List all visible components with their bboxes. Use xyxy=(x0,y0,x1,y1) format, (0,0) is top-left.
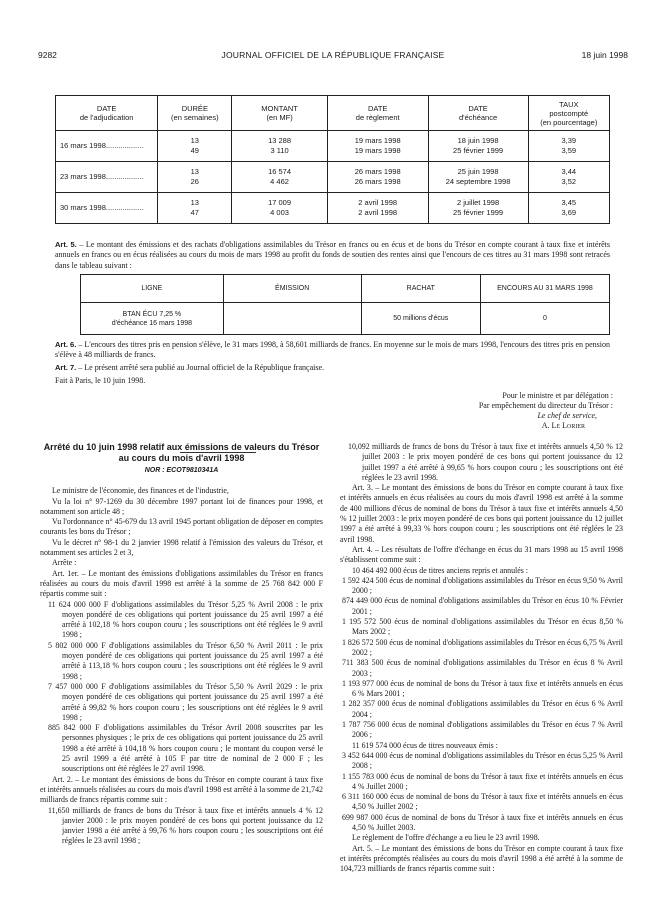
cell-line: 3,44 xyxy=(561,167,577,176)
col-header: MONTANT (en MF) xyxy=(232,96,327,131)
cell-values xyxy=(528,131,609,162)
article-6-paragraph xyxy=(55,340,610,361)
cell-values xyxy=(528,162,609,193)
cell-values xyxy=(327,193,428,224)
cell-date-adjudication: 23 mars 1998.................. xyxy=(56,162,158,193)
col-header: DURÉE (en semaines) xyxy=(158,96,232,131)
cell-line: 26 xyxy=(190,177,199,186)
page-header xyxy=(38,50,628,64)
cell-values xyxy=(232,162,327,193)
paragraph: 1 155 783 000 écus de nominal de bons du Trésor à taux fixe et intérêts annuels en écus 4 % Juillet 2000 ; xyxy=(342,771,623,791)
cell-line: 2 avril 1998 xyxy=(358,208,398,217)
right-column-body xyxy=(340,442,623,874)
arrete-title: Arrêté du 10 juin 1998 relatif aux émissions de valeurs du Trésor au cours du mois d'avril 1998 xyxy=(43,442,320,463)
col-header: DATE de l'adjudication xyxy=(56,96,158,131)
paragraph: 699 987 000 écus de nominal de bons du Trésor à taux fixe et intérêts annuels en écus 4,50 % Juillet 2003. xyxy=(342,812,623,832)
cell-line: 47 xyxy=(190,208,199,217)
cell-values xyxy=(327,131,428,162)
paragraph: 11,650 milliards de francs de bons du Trésor à taux fixe et intérêts annuels 4 % 12 janvier 2000 : le prix moyen pondéré de ces bons qui portent jouissance du 12 janvier 1998 a été arrêté à 99,76 % hors coupon couru ; les souscriptions ont été réglées le 23 avril 1998 ; xyxy=(48,805,323,846)
cell-line: 18 juin 1998 xyxy=(457,136,499,145)
cell-line: 3,39 xyxy=(561,136,577,145)
paragraph: 1 826 572 500 écus de nominal d'obligations assimilables du Trésor en écus 6,75 % Avril 2002 ; xyxy=(342,637,623,657)
nor-reference: NOR : ECOT9810341A xyxy=(144,467,219,474)
cell-line: 3,52 xyxy=(561,177,577,186)
cell-line: 13 288 xyxy=(268,136,292,145)
cell-line: 3,69 xyxy=(561,208,577,217)
cell-values xyxy=(232,193,327,224)
paragraph: 711 383 500 écus de nominal d'obligations assimilables du Trésor en écus 8 % Avril 2003 ; xyxy=(342,658,623,678)
right-column xyxy=(340,442,623,874)
table-row xyxy=(81,303,610,335)
col-header: ENCOURS AU 31 MARS 1998 xyxy=(480,275,609,303)
adjudication-table xyxy=(55,95,610,224)
col-header: DATE d'échéance xyxy=(428,96,528,131)
cell-line: 25 février 1999 xyxy=(453,146,504,155)
cell-line: 26 mars 1998 xyxy=(354,177,401,186)
cell-line: 19 mars 1998 xyxy=(354,136,401,145)
cell-line: 25 février 1999 xyxy=(453,208,504,217)
article-5-paragraph xyxy=(55,240,610,271)
cell-values xyxy=(428,131,528,162)
cell-line: 2 avril 1998 xyxy=(358,198,398,207)
cell-values xyxy=(158,193,232,224)
paragraph: 885 842 000 F d'obligations assimilables du Trésor Avril 2008 souscrites par les personnes physiques ; le prix de ces obligations qui portent jouissance du 25 avril 1998 a été arrêté à 104,18 % hors coupon couru ; le montant du coupon versé le 25 avril 1999 a été arrêté à 105 F par titre de nominal de 2 000 F ; les souscriptions ont été réglées le 27 avril 1998. xyxy=(48,723,323,774)
table-row xyxy=(56,131,610,162)
cell-values xyxy=(528,193,609,224)
paragraph: Le ministre de l'économie, des finances et de l'industrie, xyxy=(52,486,229,496)
cell-line: 49 xyxy=(190,146,199,155)
fund-table xyxy=(80,274,610,335)
cell-emission xyxy=(223,303,361,335)
col-header: DATE de règlement xyxy=(327,96,428,131)
cell-line: 26 mars 1998 xyxy=(354,167,401,176)
paragraph: 1 592 424 500 écus de nominal d'obligations assimilables du Trésor en écus 9,50 % Avril 2000 ; xyxy=(342,575,623,596)
journal-title: JOURNAL OFFICIEL DE LA RÉPUBLIQUE FRANÇAISE xyxy=(221,50,445,60)
cell-values xyxy=(158,131,232,162)
signature-name: A. Le Lorier xyxy=(541,421,585,430)
cell-rachat: 50 millions d'écus xyxy=(361,303,480,335)
paragraph: 10 464 492 000 écus de titres anciens repris et annulés : xyxy=(352,565,528,575)
paragraph: Arrête : xyxy=(52,558,77,568)
paragraph: 1 193 977 000 écus de nominal de bons du Trésor à taux fixe et intérêts annuels en écus 6 % Mars 2001 ; xyxy=(342,678,623,699)
cell-line: 17 009 xyxy=(268,198,292,207)
paragraph: 11 624 000 000 F d'obligations assimilables du Trésor 5,25 % Avril 2008 : le prix moyen pondéré de ces obligations qui portent jouissance du 25 avril 1997 a été arrêté à 102,18 % hors coupon couru ; les souscriptions ont été réglées le 9 avril 1998 ; xyxy=(48,599,323,640)
cell-values xyxy=(232,131,327,162)
col-header: ÉMISSION xyxy=(223,275,361,303)
cell-values xyxy=(327,162,428,193)
page-number: 9282 xyxy=(38,50,57,60)
left-column xyxy=(40,442,323,847)
header-date: 18 juin 1998 xyxy=(581,50,628,60)
cell-encours: 0 xyxy=(480,303,609,335)
cell-line: 3,59 xyxy=(561,146,577,155)
paragraph: Le règlement de l'offre d'échange a eu lieu le 23 avril 1998. xyxy=(352,833,540,843)
table-header-row xyxy=(81,275,610,303)
paragraph: 1 195 572 500 écus de nominal d'obligations assimilables du Trésor en écus 8,50 % Mars 2002 ; xyxy=(342,617,623,637)
signature-line-1: Pour le ministre et par délégation : xyxy=(502,391,613,400)
article-7-paragraph xyxy=(55,363,610,373)
paragraph: Art. 1er. – Le montant des émissions d'obligations assimilables du Trésor en francs réalisées au cours du mois d'avril 1998 est arrêté à la somme de 25 768 842 000 F répartis comme suit : xyxy=(40,568,323,599)
cell-date-adjudication: 30 mars 1998.................. xyxy=(56,193,158,224)
col-header: TAUX postcompté (en pourcentage) xyxy=(528,96,609,131)
signature-line-3: Le chef de service, xyxy=(537,411,597,420)
paragraph: Vu le décret n° 98-1 du 2 janvier 1998 relatif à l'émission des valeurs du Trésor, et notamment ses articles 2 et 3, xyxy=(40,537,323,558)
cell-values xyxy=(428,193,528,224)
article-text: – Le présent arrêté sera publié au Journal officiel de la République française. xyxy=(76,363,325,372)
paragraph: Art. 2. – Le montant des émissions de bons du Trésor en compte courant à taux fixe et intérêts annuels réalisées au cours du mois d'avril 1998 est arrêté à la somme de 21,742 milliards de francs répartis comme suit : xyxy=(40,774,323,805)
cell-line: 13 xyxy=(190,198,199,207)
fait-line: Fait à Paris, le 10 juin 1998. xyxy=(55,376,146,385)
cell-ligne: BTAN ÉCU 7,25 % d'échéance 16 mars 1998 xyxy=(81,303,224,335)
cell-values xyxy=(428,162,528,193)
cell-line: 24 septembre 1998 xyxy=(445,177,511,186)
left-column-body xyxy=(40,486,323,846)
article-text: – L'encours des titres pris en pension s'élève, le 31 mars 1998, à 58,601 milliards de francs. En moyenne sur le mois de mars 1998, l'encours des titres pris en pension s'élève à 48 milliards de francs. xyxy=(55,340,610,360)
article-label: Art. 5. xyxy=(55,240,77,249)
paragraph: Vu l'ordonnance n° 45-679 du 13 avril 1945 portant obligation de déposer en comptes courants les bons du Trésor ; xyxy=(40,517,323,537)
table-row xyxy=(56,193,610,224)
cell-date-adjudication: 16 mars 1998.................. xyxy=(56,131,158,162)
cell-line: 19 mars 1998 xyxy=(354,146,401,155)
paragraph: Art. 3. – Le montant des émissions de bons du Trésor en compte courant à taux fixe et intérêts annuels en écus réalisées au cours du mois d'avril 1998 est arrêté à la somme de 400 millions d'écus de nominal de bons du Trésor à taux fixe et intérêts annuels 4,50 % 12 juillet 2003 : le prix moyen pondéré de ces bons qui portent jouissance du 12 juillet 1997 a été arrêté à 99,33 % hors coupon couru ; les souscriptions ont été réglées le 23 avril 1998. xyxy=(340,483,623,544)
paragraph: 874 449 000 écus de nominal d'obligations assimilables du Trésor en écus 10 % Février 2001 ; xyxy=(342,596,623,616)
paragraph: 7 457 000 000 F d'obligations assimilables du Trésor 5,50 % Avril 2029 : le prix moyen pondéré de ces obligations qui portent jouissance du 25 avril 1997 a été arrêté à 99,82 % hors coupon couru ; les souscriptions ont été réglées le 9 avril 1998 ; xyxy=(48,681,323,722)
paragraph: 6 311 160 000 écus de nominal de bons du Trésor à taux fixe et intérêts annuels en écus 4,50 % Juillet 2002 ; xyxy=(342,792,623,812)
cell-line: 13 xyxy=(190,136,199,145)
paragraph: 11 619 574 000 écus de titres nouveaux émis : xyxy=(352,740,498,750)
cell-line: 3,45 xyxy=(561,198,577,207)
cell-line: 2 juillet 1998 xyxy=(457,198,500,207)
col-header: RACHAT xyxy=(361,275,480,303)
cell-line: 4 003 xyxy=(270,208,289,217)
paragraph: Art. 5. – Le montant des émissions de bons du Trésor en compte courant à taux fixe et intérêts précomptés réalisées au cours du mois d'avril 1998 a été arrêté à la somme de 104,723 milliards de francs répartis comme suit : xyxy=(340,843,623,874)
table-row xyxy=(56,162,610,193)
paragraph: Vu la loi n° 97-1269 du 30 décembre 1997 portant loi de finances pour 1998, et notamment son article 48 ; xyxy=(40,496,323,516)
table-header-row xyxy=(56,96,610,131)
paragraph: 10,092 milliards de francs de bons du Trésor à taux fixe et intérêts annuels 4,50 % 12 juillet 2003 : le prix moyen pondéré de ces bons qui portent jouissance du 12 juillet 1997 a été arrêté à 99,65 % hors coupon couru ; les souscriptions ont été réglées le 23 avril 1998. xyxy=(348,442,623,482)
cell-line: 3 110 xyxy=(270,146,289,155)
title-separator xyxy=(180,452,256,453)
paragraph: Art. 4. – Les résultats de l'offre d'échange en écus du 31 mars 1998 au 15 avril 1998 s'établissent comme suit : xyxy=(340,544,623,565)
article-text: – Le montant des émissions et des rachats d'obligations assimilables du Trésor en francs ou en écus et de bons du Trésor en compte courant à taux fixe et intérêts annuels en francs ou en écus réalisées au cours du mois de mars 1998 au profit du fonds de soutien des rentes ainsi que l'encours de ces titres au 31 mars 1998 sont retracés dans le tableau suivant : xyxy=(55,240,610,270)
cell-line: 4 462 xyxy=(270,177,289,186)
paragraph: 1 787 756 000 écus de nominal d'obligations assimilables du Trésor en écus 7 % Avril 2006 ; xyxy=(342,720,623,740)
paragraph: 1 282 357 000 écus de nominal d'obligations assimilables du Trésor en écus 6 % Avril 2004 ; xyxy=(342,699,623,719)
cell-line: 16 574 xyxy=(268,167,292,176)
paragraph: 3 452 644 000 écus de nominal d'obligations assimilables du Trésor en écus 5,25 % Avril 2008 ; xyxy=(342,750,623,771)
article-label: Art. 7. xyxy=(55,363,77,372)
cell-line: 25 juin 1998 xyxy=(457,167,499,176)
article-label: Art. 6. xyxy=(55,340,77,349)
cell-values xyxy=(158,162,232,193)
signature-line-2: Par empêchement du directeur du Trésor : xyxy=(478,401,613,410)
cell-line: 13 xyxy=(190,167,199,176)
paragraph: 5 802 000 000 F d'obligations assimilables du Trésor 6,50 % Avril 2011 : le prix moyen pondéré de ces obligations qui portent jouissance du 25 avril 1997 a été arrêté à 113,18 % hors coupon couru ; les souscriptions ont été réglées le 9 avril 1998 ; xyxy=(48,640,323,681)
col-header: LIGNE xyxy=(81,275,224,303)
